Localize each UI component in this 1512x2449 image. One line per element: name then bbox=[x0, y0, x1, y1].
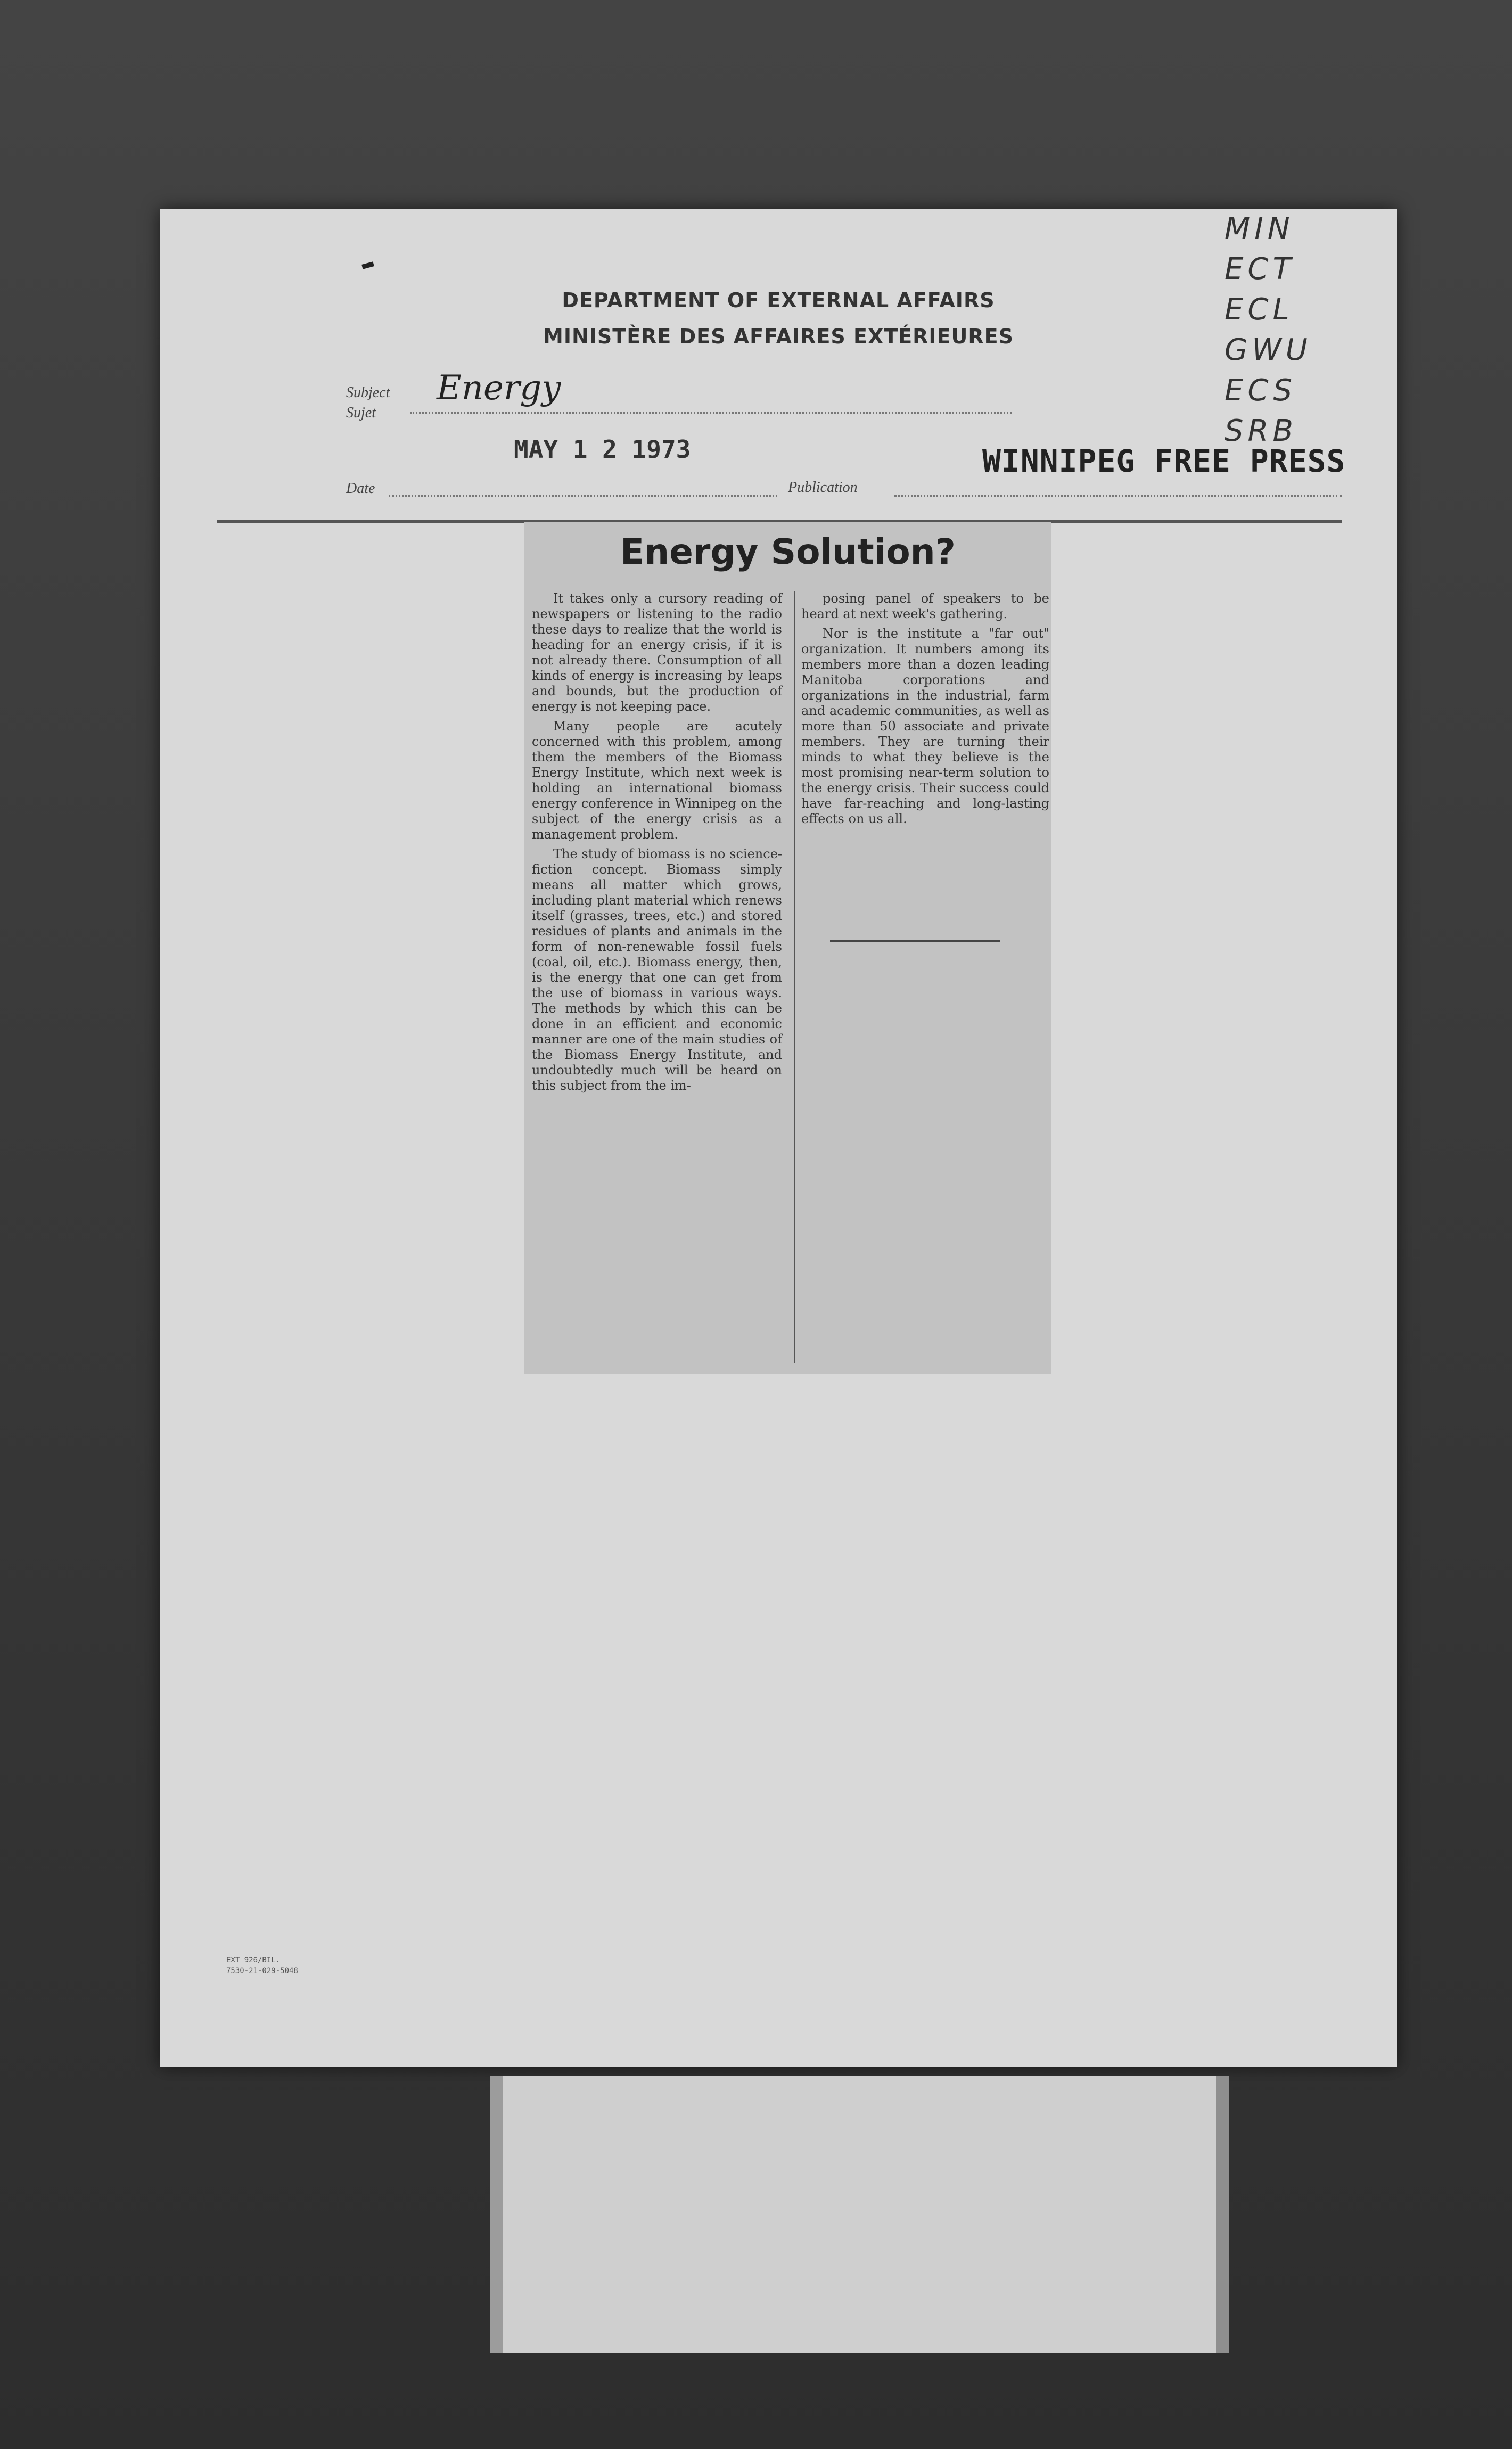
margin-note: ECS bbox=[1225, 373, 1297, 408]
newspaper-clipping bbox=[524, 522, 1051, 1374]
article-paragraph: Many people are acutely concerned with this problem, among them the members of the Biomass Energy Institute, which next week is holding an international biomass energy conference in Winnipeg on the subject of the energy crisis as a management problem. bbox=[532, 719, 782, 842]
margin-note: MIN bbox=[1225, 211, 1294, 246]
column-divider bbox=[794, 591, 795, 1363]
underlying-slip bbox=[490, 2076, 1229, 2353]
clipping-left-column bbox=[532, 591, 782, 1098]
margin-note: GWU bbox=[1225, 333, 1312, 367]
margin-note: SRB bbox=[1225, 414, 1297, 448]
article-paragraph: Nor is the institute a "far out" organization. It numbers among its members more than a dozen leading Manitoba corporations and organizations in the industrial, farm and academic communities, as well as more than 50 associate and private members. They are turning their minds to what they believe is the most promising near-term solution to the energy crisis. Their success could have far-reaching and long-lasting effects on us all. bbox=[801, 626, 1049, 826]
department-header-en: DEPARTMENT OF EXTERNAL AFFAIRS bbox=[562, 289, 995, 312]
subject-label: Subject bbox=[346, 384, 390, 401]
publication-value: WINNIPEG FREE PRESS bbox=[982, 443, 1346, 479]
article-paragraph: posing panel of speakers to be heard at next week's gathering. bbox=[801, 591, 1049, 621]
date-dotted-line bbox=[389, 495, 777, 497]
subject-dotted-line bbox=[410, 412, 1012, 414]
margin-notes bbox=[1225, 209, 1384, 451]
ink-mark bbox=[361, 261, 374, 269]
clipping-right-column bbox=[801, 591, 1049, 831]
margin-note: ECL bbox=[1225, 292, 1294, 327]
article-end-rule bbox=[830, 940, 1000, 942]
sujet-label: Sujet bbox=[346, 405, 376, 421]
form-code-line: 7530-21-029-5048 bbox=[226, 1967, 298, 1975]
subject-value: Energy bbox=[437, 368, 561, 408]
form-code bbox=[226, 1955, 298, 1976]
margin-note: ECT bbox=[1225, 252, 1295, 286]
department-header-fr: MINISTÈRE DES AFFAIRES EXTÉRIEURES bbox=[543, 325, 1014, 348]
publication-dotted-line bbox=[894, 495, 1342, 497]
date-value: MAY 1 2 1973 bbox=[514, 435, 691, 464]
article-paragraph: It takes only a cursory reading of newspapers or listening to the radio these days to realize that the world is heading for an energy crisis, if it is not already there. Consumption of all kinds of energy is increasing by leaps and bounds, but the production of energy is not keeping pace. bbox=[532, 591, 782, 714]
clipping-title: Energy Solution? bbox=[620, 531, 956, 572]
date-label: Date bbox=[346, 480, 375, 497]
form-code-line: EXT 926/BIL. bbox=[226, 1956, 281, 1965]
article-paragraph: The study of biomass is no science-fiction concept. Biomass simply means all matter which grows, including plant material which renews itself (grasses, trees, etc.) and stored residues of plants and animals in the form of non-renewable fossil fuels (coal, oil, etc.). Biomass energy, then, is the energy that one can get from the use of biomass in various ways. The methods by which this can be done in an efficient and economic manner are one of the main studies of the Biomass Energy Institute, and undoubtedly much will be heard on this subject from the im- bbox=[532, 847, 782, 1093]
publication-label: Publication bbox=[788, 479, 858, 496]
